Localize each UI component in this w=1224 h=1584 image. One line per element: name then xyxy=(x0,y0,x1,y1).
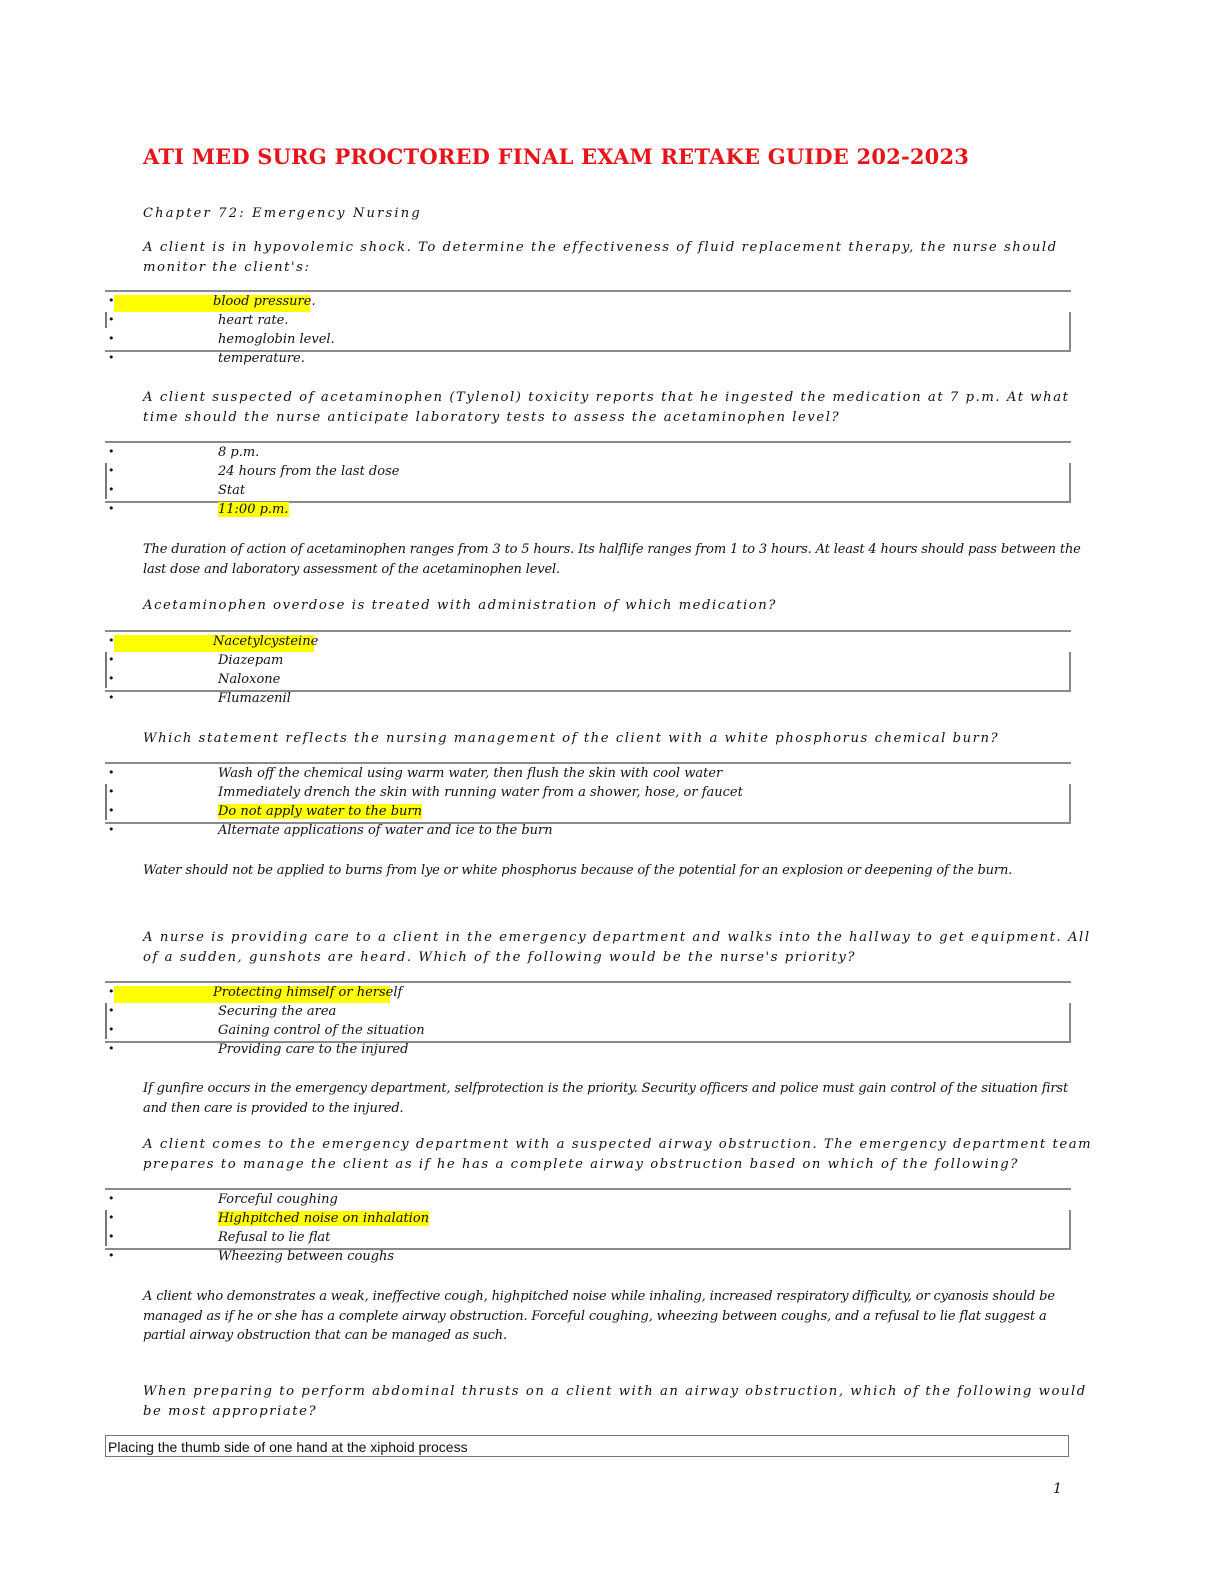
option[interactable] xyxy=(105,785,1065,804)
question-2-options xyxy=(105,441,1071,517)
question-3-text: Acetaminophen overdose is treated with administration of which medication? xyxy=(143,598,777,613)
bullet-icon: • xyxy=(108,1023,115,1036)
option-label: Immediately drench the skin with running water from a shower, hose, or faucet xyxy=(218,785,743,800)
option-label: Wash off the chemical using warm water, then flush the skin with cool water xyxy=(218,766,723,781)
option[interactable] xyxy=(105,1249,1065,1268)
chapter-heading: Chapter 72: Emergency Nursing xyxy=(143,206,422,221)
option[interactable] xyxy=(105,445,1065,464)
bullet-icon: • xyxy=(108,823,115,836)
option-label: Refusal to lie flat xyxy=(218,1230,331,1245)
option[interactable] xyxy=(105,823,1065,842)
option-label: Forceful coughing xyxy=(218,1192,338,1207)
option[interactable] xyxy=(105,332,1065,351)
question-5-explanation: If gunfire occurs in the emergency department, selfprotection is the priority. Security officers and police must gain control of the situation first and then care is provided to the injured. xyxy=(143,1081,1069,1116)
bullet-icon: • xyxy=(108,634,115,647)
option-label: Nacetylcysteine xyxy=(213,634,319,649)
option-label: Diazepam xyxy=(218,653,284,668)
bullet-icon: • xyxy=(108,464,115,477)
option[interactable] xyxy=(105,294,1065,313)
option-label: Stat xyxy=(218,483,246,498)
question-6-options xyxy=(105,1188,1071,1264)
option[interactable] xyxy=(105,804,1065,823)
option-label: Wheezing between coughs xyxy=(218,1249,395,1264)
bullet-icon: • xyxy=(108,1249,115,1262)
option-label: Naloxone xyxy=(218,672,281,687)
option[interactable] xyxy=(105,1004,1065,1023)
page-number: 1 xyxy=(1053,1481,1062,1497)
bullet-icon: • xyxy=(108,672,115,685)
bullet-icon: • xyxy=(108,332,115,345)
question-2-text: A client suspected of acetaminophen (Tylenol) toxicity reports that he ingested the medication at 7 p.m. At what time should the nurse anticipate laboratory tests to assess the acetaminophen level? xyxy=(143,390,1070,425)
option[interactable] xyxy=(105,985,1065,1004)
option-label: Alternate applications of water and ice to the burn xyxy=(218,823,553,838)
option[interactable] xyxy=(105,483,1065,502)
bullet-icon: • xyxy=(108,1042,115,1055)
bullet-icon: • xyxy=(108,653,115,666)
option[interactable] xyxy=(105,634,1065,653)
option-label: blood pressure. xyxy=(213,294,316,309)
option-label: 24 hours from the last dose xyxy=(218,464,400,479)
option-label: Do not apply water to the burn xyxy=(218,804,422,819)
option[interactable] xyxy=(105,1023,1065,1042)
question-6-explanation: A client who demonstrates a weak, ineffective cough, highpitched noise while inhaling, increased respiratory difficulty, or cyanosis should be managed as if he or she has a complete airway obstruction. Forceful coughing, wheezing between coughs, and a refusal to lie flat suggest a partial airway obstruction that can be managed as such. xyxy=(143,1289,1055,1343)
question-5-text: A nurse is providing care to a client in the emergency department and walks into the hallway to get equipment. All of a sudden, gunshots are heard. Which of the following would be the nurse's priority? xyxy=(143,930,1091,965)
document-title: ATI MED SURG PROCTORED FINAL EXAM RETAKE GUIDE 202-2023 xyxy=(143,144,970,169)
bullet-icon: • xyxy=(108,1211,115,1224)
option-label: Flumazenil xyxy=(218,691,291,706)
answer-box: Placing the thumb side of one hand at the xiphoid process xyxy=(105,1435,1069,1457)
question-1-options xyxy=(105,290,1071,366)
bullet-icon: • xyxy=(108,785,115,798)
option[interactable] xyxy=(105,672,1065,691)
option[interactable] xyxy=(105,502,1065,521)
bullet-icon: • xyxy=(108,766,115,779)
option[interactable] xyxy=(105,1192,1065,1211)
bullet-icon: • xyxy=(108,691,115,704)
bullet-icon: • xyxy=(108,445,115,458)
bullet-icon: • xyxy=(108,294,115,307)
bullet-icon: • xyxy=(108,483,115,496)
option-label: Providing care to the injured xyxy=(218,1042,409,1057)
option[interactable] xyxy=(105,691,1065,710)
option[interactable] xyxy=(105,766,1065,785)
question-3-options xyxy=(105,630,1071,706)
option[interactable] xyxy=(105,464,1065,483)
option-label: Protecting himself or herself xyxy=(213,985,403,1000)
bullet-icon: • xyxy=(108,804,115,817)
bullet-icon: • xyxy=(108,1004,115,1017)
option-label: hemoglobin level. xyxy=(218,332,335,347)
question-6-text: A client comes to the emergency department with a suspected airway obstruction. The emergency department team prepares to manage the client as if he has a complete airway obstruction based on which of the following? xyxy=(143,1137,1093,1172)
question-2-explanation: The duration of action of acetaminophen ranges from 3 to 5 hours. Its halflife ranges from 1 to 3 hours. At least 4 hours should pass between the last dose and laboratory assessment of the acetaminophen level. xyxy=(143,542,1081,577)
bullet-icon: • xyxy=(108,985,115,998)
question-7-text: When preparing to perform abdominal thrusts on a client with an airway obstruction, which of the following would be most appropriate? xyxy=(143,1384,1087,1419)
bullet-icon: • xyxy=(108,313,115,326)
bullet-icon: • xyxy=(108,502,115,515)
option-label: Securing the area xyxy=(218,1004,337,1019)
option[interactable] xyxy=(105,1042,1065,1061)
option[interactable] xyxy=(105,351,1065,370)
option-label: 8 p.m. xyxy=(218,445,260,460)
question-4-text: Which statement reflects the nursing management of the client with a white phosphorus chemical burn? xyxy=(143,731,1000,746)
option-label: Highpitched noise on inhalation xyxy=(218,1211,430,1226)
question-4-explanation: Water should not be applied to burns from lye or white phosphorus because of the potential for an explosion or deepening of the burn. xyxy=(143,863,1013,878)
question-4-options xyxy=(105,762,1071,838)
option-label: Gaining control of the situation xyxy=(218,1023,425,1038)
bullet-icon: • xyxy=(108,351,115,364)
option[interactable] xyxy=(105,1211,1065,1230)
option-label: heart rate. xyxy=(218,313,289,328)
bullet-icon: • xyxy=(108,1230,115,1243)
option[interactable] xyxy=(105,653,1065,672)
question-5-options xyxy=(105,981,1071,1057)
question-1-text: A client is in hypovolemic shock. To determine the effectiveness of fluid replacement therapy, the nurse should monitor the client's: xyxy=(143,240,1058,275)
bullet-icon: • xyxy=(108,1192,115,1205)
option[interactable] xyxy=(105,313,1065,332)
option-label: temperature. xyxy=(218,351,305,366)
option[interactable] xyxy=(105,1230,1065,1249)
option-label: 11:00 p.m. xyxy=(218,502,289,517)
